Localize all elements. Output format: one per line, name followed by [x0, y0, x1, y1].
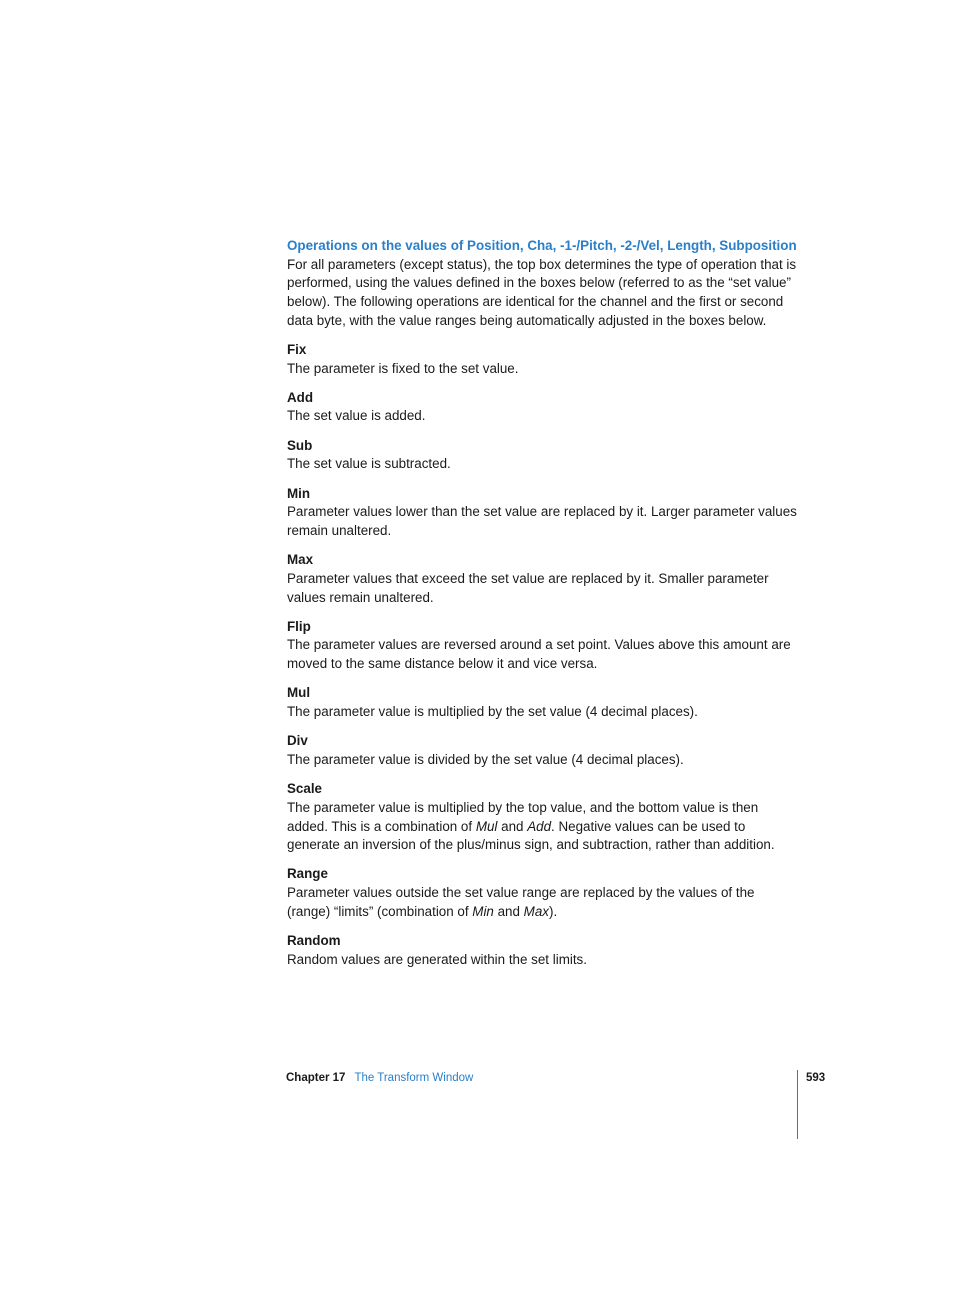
entry-description: Parameter values that exceed the set value are replaced by it. Smaller parameter values remain unaltered. [287, 570, 769, 605]
chapter-label: Chapter 17 [286, 1072, 346, 1084]
entry-term: Add [287, 389, 314, 405]
entry-range [287, 865, 797, 921]
entry-mul [287, 684, 797, 721]
entry-div [287, 732, 797, 769]
entry-sub [287, 437, 797, 474]
entry-description: The parameter value is divided by the set value (4 decimal places). [287, 751, 684, 767]
entry-description: The parameter values are reversed around a set point. Values above this amount are moved to the same distance below it and vice versa. [287, 637, 791, 672]
chapter-title-link[interactable]: The Transform Window [354, 1072, 474, 1084]
entry-add [287, 389, 797, 426]
entry-max [287, 551, 797, 607]
emphasis-term: Min [472, 903, 494, 919]
section-heading: Operations on the values of Position, Cha, -1-/Pitch, -2-/Vel, Length, Subposition [287, 238, 797, 253]
entry-term: Range [287, 866, 328, 882]
description-text: ). [548, 903, 558, 919]
entry-description: The set value is added. [287, 408, 426, 424]
emphasis-term: Max [523, 903, 549, 919]
page-footer [286, 1070, 473, 1086]
entry-description: Random values are generated within the set limits. [287, 951, 587, 967]
entry-term: Mul [287, 685, 311, 701]
entry-term: Min [287, 485, 311, 501]
entry-description: The set value is subtracted. [287, 456, 451, 472]
entry-description: The parameter value is multiplied by the set value (4 decimal places). [287, 704, 698, 720]
entry-term: Div [287, 733, 308, 749]
emphasis-term: Add [527, 818, 552, 834]
entry-scale [287, 780, 797, 855]
entry-term: Fix [287, 341, 307, 357]
entry-description: Parameter values lower than the set value are replaced by it. Larger parameter values remain unaltered. [287, 504, 797, 538]
entry-term: Random [287, 933, 341, 949]
description-text: Parameter values outside the set value range are replaced by the values of the (range) “limits” (combination of [287, 885, 755, 919]
section-intro: For all parameters (except status), the top box determines the type of operation that is performed, using the values defined in the boxes below (referred to as the “set value” below). The following operations are identical for the channel and the first or second data byte, with the value ranges being automatically adjusted in the boxes below. [287, 256, 797, 328]
emphasis-term: Mul [475, 818, 498, 834]
description-text: and [497, 818, 528, 834]
page-content [287, 237, 797, 980]
entry-term: Scale [287, 781, 322, 797]
entry-random [287, 932, 797, 969]
page-number: 593 [806, 1072, 826, 1084]
entry-fix [287, 341, 797, 378]
entry-flip [287, 618, 797, 674]
description-text: The parameter value is multiplied by the top value, and the bottom value is then added. This is a combination of [287, 799, 759, 834]
entry-description: The parameter is fixed to the set value. [287, 360, 519, 376]
entry-description [287, 799, 797, 855]
footer-divider [797, 1070, 798, 1139]
entry-min [287, 485, 797, 541]
description-text: . Negative values can be used to generate an inversion of the plus/minus sign, and subtraction, rather than addition. [287, 818, 775, 853]
entry-term: Flip [287, 618, 311, 634]
entry-term: Max [287, 552, 314, 568]
description-text: and [493, 903, 524, 919]
entry-description [287, 884, 797, 921]
entry-term: Sub [287, 437, 313, 453]
